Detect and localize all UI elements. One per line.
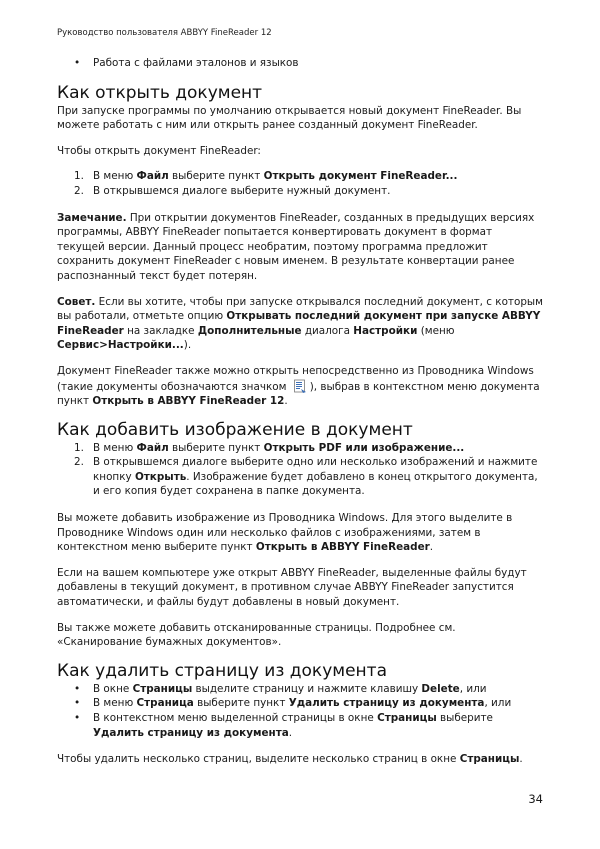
paragraph-open-intro: При запуске программы по умолчанию открывается новый документ FineReader. Вы можете работать с ним или открыть ранее созданный документ FineReader. xyxy=(57,104,522,132)
list-item: • Работа с файлами эталонов и языков xyxy=(57,56,543,71)
note-label: Замечание. xyxy=(57,211,127,224)
list-item: • В контекстном меню выделенной страницы в окне Страницы выберите Удалить страницу из документа. xyxy=(57,711,543,740)
add-steps-list xyxy=(57,441,543,499)
list-item: 2. В открывшемся диалоге выберите нужный документ. xyxy=(74,184,391,197)
intro-bullet-list xyxy=(57,56,543,71)
menu-item-open-document: Открыть документ FineReader... xyxy=(263,170,458,183)
list-item: 1. В меню Файл выберите пункт Открыть PDF или изображение... xyxy=(74,441,465,454)
heading-add-image: Как добавить изображение в документ xyxy=(57,419,413,440)
paragraph-add-explorer: Вы можете добавить изображение из Проводника Windows. Для этого выделите в Проводнике Windows один или несколько файлов с изображениями, затем в контекстном меню выберите пункт Открыть в ABBYY FineReader. xyxy=(57,512,513,554)
menu-file: Файл xyxy=(136,170,169,183)
open-steps-list xyxy=(57,169,543,198)
paragraph-delete-multiple: Чтобы удалить несколько страниц, выделите несколько страниц в окне Страницы. xyxy=(57,753,523,766)
running-header: Руководство пользователя ABBYY FineReader 12 xyxy=(57,28,272,38)
tip-label: Совет. xyxy=(57,295,96,308)
paragraph-note: Замечание. При открытии документов FineReader, созданных в предыдущих версиях программы, ABBYY FineReader попытается конвертировать документ в формат текущей версии. Данный процесс необратим, поэтому программа предложит сохранить документ FineReader с новым именем. В результате конвертации ранее распознанный текст будет потерян. xyxy=(57,211,535,282)
list-item: 2. В открывшемся диалоге выберите одно или несколько изображений и нажмите кнопку Открыть. Изображение будет добавлено в конец открытого документа, и его копия будет сохранена в папке документа. xyxy=(74,456,538,498)
list-item: • В окне Страницы выделите страницу и нажмите клавишу Delete, или xyxy=(57,682,543,697)
paragraph-tip: Совет. Если вы хотите, чтобы при запуске открывался последний документ, с которым вы работали, отметьте опцию Открывать последний документ при запуске ABBYY FineReader на закладке Дополнительные диалога Настройки (меню Сервис>Настройки...). xyxy=(57,295,543,352)
paragraph-open-how: Чтобы открыть документ FineReader: xyxy=(57,144,261,157)
paragraph-add-scan: Вы также можете добавить отсканированные страницы. Подробнее см. «Сканирование бумажных документов». xyxy=(57,621,456,649)
delete-bullet-list xyxy=(57,682,543,740)
page-number: 34 xyxy=(528,792,543,806)
page-content xyxy=(57,56,543,778)
list-item: 1. В меню Файл выберите пункт Открыть документ FineReader... xyxy=(74,170,458,183)
finereader-document-icon xyxy=(293,379,307,394)
list-item: • В меню Страница выберите пункт Удалить страницу из документа, или xyxy=(57,696,543,711)
heading-open-document: Как открыть документ xyxy=(57,82,263,103)
heading-delete-page: Как удалить страницу из документа xyxy=(57,660,387,681)
paragraph-add-running: Если на вашем компьютере уже открыт ABBYY FineReader, выделенные файлы будут добавлены в текущий документ, в противном случае ABBYY FineReader запустится автоматически, и файлы будут добавлены в новый документ. xyxy=(57,566,527,609)
paragraph-explorer: Документ FineReader также можно открыть непосредственно из Проводника Windows (такие документы обозначаются значком ), выбрав в контекстном меню документа пункт Открыть в ABBYY FineReader 12. xyxy=(57,364,540,408)
